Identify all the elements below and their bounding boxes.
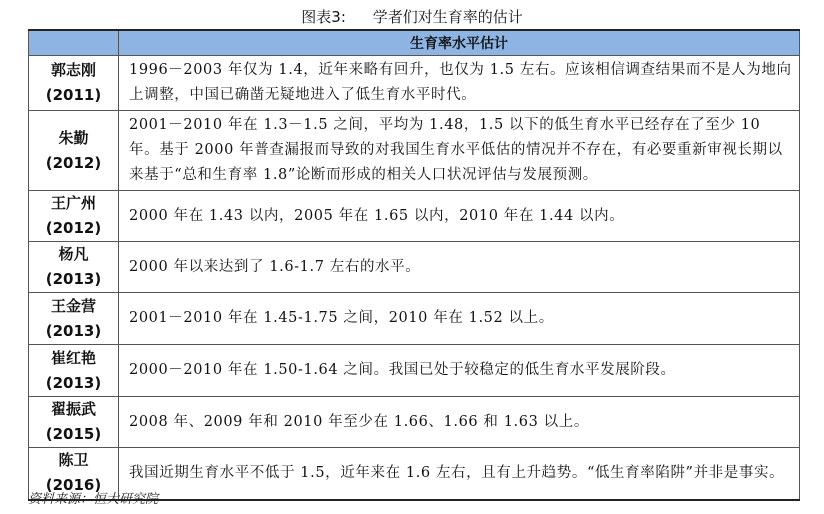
table-caption <box>0 6 824 27</box>
table-row <box>29 293 800 345</box>
scholar-name: 郭志刚 <box>50 61 96 79</box>
estimate-text: 2000－2010 年在 1.50-1.64 之间。我国已处于较稳定的低生育水平发展阶段。 <box>119 345 800 397</box>
estimate-text: 2000 年在 1.43 以内，2005 年在 1.65 以内，2010 年在 1.44 以内。 <box>119 191 800 242</box>
scholar-name: 翟振武 <box>50 400 96 418</box>
scholar-cell <box>29 397 119 448</box>
caption-label: 图表3: <box>301 8 346 26</box>
caption-title: 学者们对生育率的估计 <box>372 8 523 26</box>
table-row <box>29 397 800 448</box>
estimate-table <box>28 29 800 501</box>
scholar-year: (2012) <box>45 153 102 172</box>
table-header-row <box>29 30 800 56</box>
table-row <box>29 56 800 111</box>
estimate-text: 2008 年、2009 年和 2010 年至少在 1.66、1.66 和 1.63 以上。 <box>119 397 800 448</box>
table-row <box>29 111 800 191</box>
table-row <box>29 242 800 293</box>
header-scholar <box>29 30 119 56</box>
scholar-cell <box>29 111 119 191</box>
estimate-text: 我国近期生育水平不低于 1.5，近年来在 1.6 左右，且有上升趋势。“低生育率陷阱”并非是事实。 <box>119 448 800 500</box>
header-estimate: 生育率水平估计 <box>119 30 800 56</box>
scholar-name: 王金营 <box>50 296 96 315</box>
estimate-text: 2001－2010 年在 1.45-1.75 之间，2010 年在 1.52 以上。 <box>119 293 800 345</box>
estimate-text: 2000 年以来达到了 1.6-1.7 左右的水平。 <box>119 242 800 293</box>
scholar-cell <box>29 242 119 293</box>
scholar-year: (2012) <box>45 219 102 237</box>
scholar-year: (2011) <box>45 86 102 104</box>
scholar-cell <box>29 56 119 111</box>
scholar-year: (2015) <box>45 425 102 443</box>
scholar-cell <box>29 293 119 345</box>
scholar-cell <box>29 345 119 397</box>
table-row <box>29 345 800 397</box>
scholar-name: 杨凡 <box>58 245 89 263</box>
source-note: 资料来源：恒大研究院 <box>28 492 159 507</box>
scholar-year: (2013) <box>45 373 102 392</box>
scholar-name: 陈卫 <box>58 451 89 470</box>
estimate-text: 2001－2010 年在 1.3－1.5 之间，平均为 1.48，1.5 以下的低生育水平已经存在了至少 10 年。基于 2000 年普查漏报而导致的对我国生育水平低估的情况并不存在，有必要重新审视长期以来基于“总和生育率 1.8”论断而形成的相关人口状况评估与发展预测。 <box>119 111 800 191</box>
scholar-name: 朱勤 <box>58 128 89 147</box>
scholar-name: 王广州 <box>50 194 96 212</box>
scholar-year: (2016) <box>45 476 102 495</box>
scholar-cell <box>29 191 119 242</box>
scholar-year: (2013) <box>45 270 102 288</box>
scholar-name: 崔红艳 <box>50 348 96 367</box>
table-row <box>29 191 800 242</box>
scholar-year: (2013) <box>45 321 102 340</box>
estimate-text: 1996－2003 年仅为 1.4，近年来略有回升，也仅为 1.5 左右。应该相信调查结果而不是人为地向上调整，中国已确凿无疑地进入了低生育水平时代。 <box>119 56 800 111</box>
